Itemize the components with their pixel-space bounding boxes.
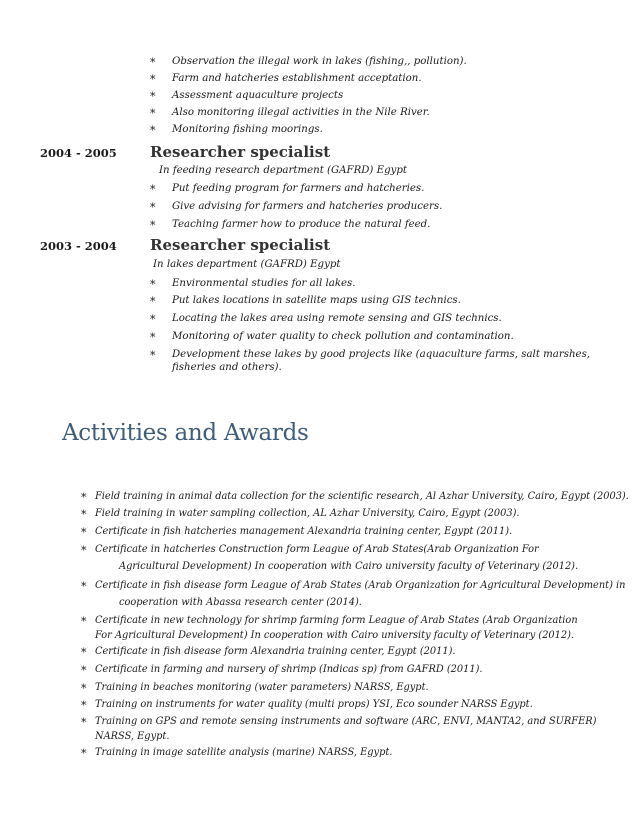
bullet-icon: *: [81, 664, 87, 677]
bullet-text: Also monitoring illegal activities in the Nile River.: [172, 107, 430, 118]
list-item: Certificate in farming and nursery of shrimp (Indicas sp) from GAFRD (2011).: [95, 664, 483, 675]
bullet-icon: *: [150, 331, 156, 344]
bullet-text: Locating the lakes area using remote sensing and GIS technics.: [172, 313, 502, 324]
bullet-icon: *: [81, 747, 87, 760]
list-item-continuation: Agricultural Development) In cooperation with Cairo university faculty of Veterinary (2012).: [119, 561, 579, 572]
bullet-text: Monitoring of water quality to check pollution and contamination.: [172, 331, 514, 342]
bullet-text: Observation the illegal work in lakes (fishing,, pollution).: [172, 56, 467, 67]
bullet-icon: *: [81, 615, 87, 628]
bullet-text: Development these lakes by good projects like (aquaculture farms, salt marshes, fisheries and others).: [172, 349, 591, 373]
job-years: 2003 - 2004: [40, 239, 117, 253]
list-item: Certificate in fish disease form League of Arab States (Arab Organization for Agricultural Development) in: [95, 580, 626, 591]
bullet-text: Assessment aquaculture projects: [172, 90, 344, 101]
job-title: Researcher specialist: [150, 143, 331, 161]
bullet-icon: *: [150, 73, 156, 86]
bullet-icon: *: [150, 124, 156, 137]
bullet-icon: *: [150, 295, 156, 308]
list-item: Certificate in hatcheries Construction form League of Arab States(Arab Organization For: [95, 544, 539, 555]
bullet-icon: *: [150, 107, 156, 120]
list-item: Field training in water sampling collection, AL Azhar University, Cairo, Egypt (2003).: [95, 508, 520, 519]
bullet-text: Farm and hatcheries establishment acceptation.: [172, 73, 422, 84]
bullet-text: Put lakes locations in satellite maps using GIS technics.: [172, 295, 461, 306]
job-department: In lakes department (GAFRD) Egypt: [153, 259, 341, 270]
bullet-icon: *: [150, 219, 156, 232]
list-item: Training on instruments for water quality (multi props) YSI, Eco sounder NARSS Egypt.: [95, 699, 533, 710]
list-item: Training on GPS and remote sensing instruments and software (ARC, ENVI, MANTA2, and SURFER) NARSS, Egypt.: [95, 716, 597, 742]
bullet-icon: *: [81, 526, 87, 539]
list-item: Certificate in fish hatcheries management Alexandria training center, Egypt (2011).: [95, 526, 513, 537]
bullet-text: Put feeding program for farmers and hatcheries.: [172, 183, 425, 194]
bullet-icon: *: [150, 349, 156, 362]
bullet-icon: *: [81, 699, 87, 712]
list-item-continuation: cooperation with Abassa research center (2014).: [119, 597, 362, 608]
bullet-icon: *: [81, 716, 87, 729]
list-item: Training in image satellite analysis (marine) NARSS, Egypt.: [95, 747, 393, 758]
bullet-icon: *: [81, 682, 87, 695]
list-item: Training in beaches monitoring (water parameters) NARSS, Egypt.: [95, 682, 429, 693]
bullet-icon: *: [150, 56, 156, 69]
bullet-text: Environmental studies for all lakes.: [172, 278, 356, 289]
bullet-icon: *: [150, 313, 156, 326]
list-item: Certificate in fish disease form Alexandria training center, Egypt (2011).: [95, 646, 456, 657]
bullet-icon: *: [81, 491, 87, 504]
job-years: 2004 - 2005: [40, 146, 117, 160]
bullet-icon: *: [150, 183, 156, 196]
bullet-icon: *: [150, 278, 156, 291]
bullet-icon: *: [150, 90, 156, 103]
section-heading: Activities and Awards: [62, 420, 309, 446]
bullet-icon: *: [150, 201, 156, 214]
list-item: Certificate in new technology for shrimp farming form League of Arab States (Arab Organization For Agricultural Development) In cooperation with Cairo university faculty of Veterinary (2012).: [95, 615, 578, 641]
bullet-icon: *: [81, 580, 87, 593]
bullet-icon: *: [81, 544, 87, 557]
bullet-icon: *: [81, 508, 87, 521]
bullet-text: Give advising for farmers and hatcheries producers.: [172, 201, 443, 212]
list-item: Field training in animal data collection for the scientific research, Al Azhar University, Cairo, Egypt (2003).: [95, 491, 629, 502]
bullet-icon: *: [81, 646, 87, 659]
job-title: Researcher specialist: [150, 236, 331, 254]
job-department: In feeding research department (GAFRD) Egypt: [159, 165, 407, 176]
bullet-text: Monitoring fishing moorings.: [172, 124, 323, 135]
bullet-text: Teaching farmer how to produce the natural feed.: [172, 219, 431, 230]
